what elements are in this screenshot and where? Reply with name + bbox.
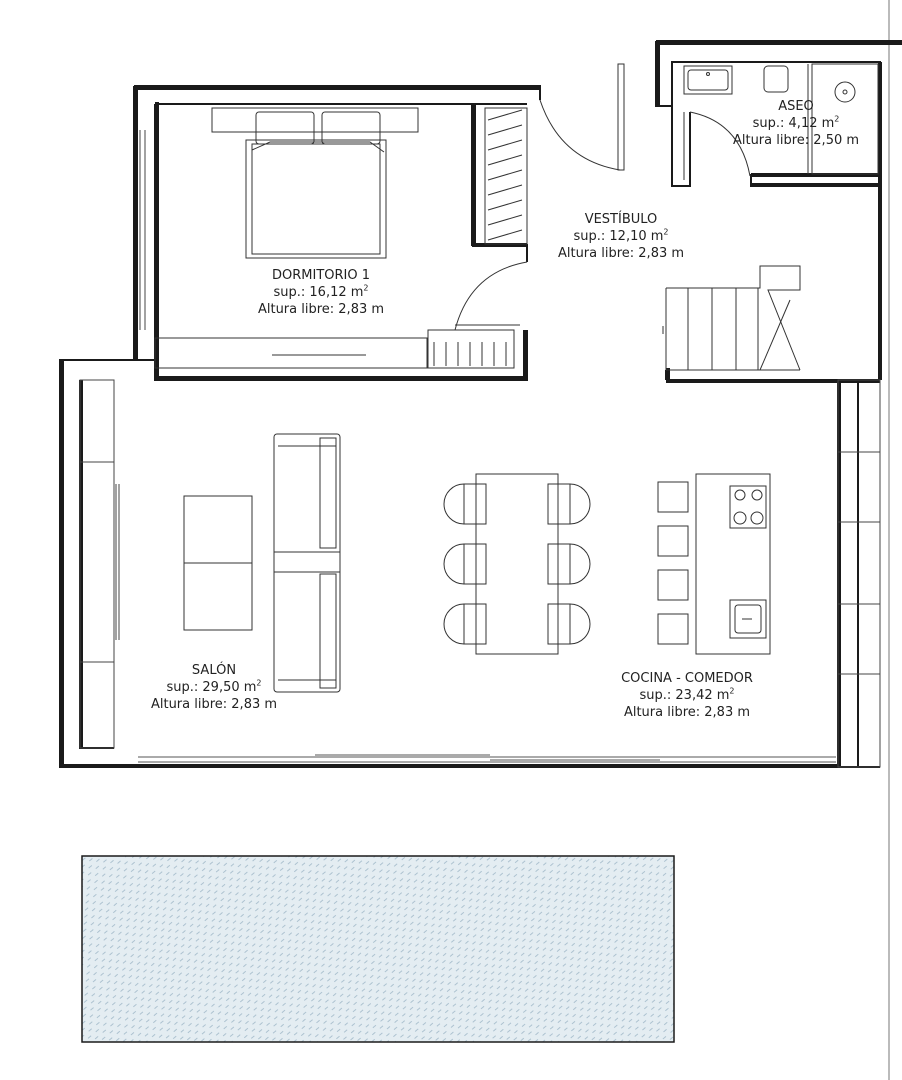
- stairs: [663, 266, 800, 370]
- room-name: COCINA - COMEDOR: [621, 671, 753, 686]
- room-height: Altura libre: 2,50 m: [732, 133, 860, 148]
- room-label-vestibulo: [558, 211, 684, 262]
- south-glazing: [138, 755, 836, 762]
- dining-set: [444, 474, 590, 654]
- walls: [60, 41, 902, 767]
- wall-fills: [60, 41, 902, 768]
- bed: [212, 108, 418, 258]
- room-label-aseo: [733, 98, 859, 149]
- room-name: SALÓN: [191, 663, 237, 678]
- room-height: Altura libre: 2,83 m: [623, 705, 751, 720]
- room-name: DORMITORIO 1: [271, 268, 371, 283]
- room-height: Altura libre: 2,83 m: [557, 246, 685, 261]
- sofa: [274, 434, 340, 692]
- room-label-dormitorio: [258, 267, 384, 318]
- wardrobe-top: [485, 108, 527, 244]
- pool: [82, 856, 674, 1042]
- room-surface: sup.: 12,10 $m^2$: [573, 227, 669, 244]
- room-label-cocina: [621, 670, 753, 721]
- room-surface: sup.: 23,42 $m^2$: [639, 686, 735, 703]
- room-name: VESTÍBULO: [584, 212, 658, 227]
- room-height: Altura libre: 2,83 m: [257, 302, 385, 317]
- room-surface: sup.: 4,12 $m^2$: [752, 114, 840, 131]
- wardrobe-bottom: [155, 330, 514, 368]
- kitchen-island: [658, 474, 770, 654]
- room-name: ASEO: [778, 99, 814, 114]
- room-height: Altura libre: 2,83 m: [150, 697, 278, 712]
- room-label-salon: [151, 662, 277, 713]
- coffee-table: [184, 496, 252, 630]
- room-surface: sup.: 16,12 $m^2$: [273, 283, 369, 300]
- room-surface: sup.: 29,50 $m^2$: [166, 678, 262, 695]
